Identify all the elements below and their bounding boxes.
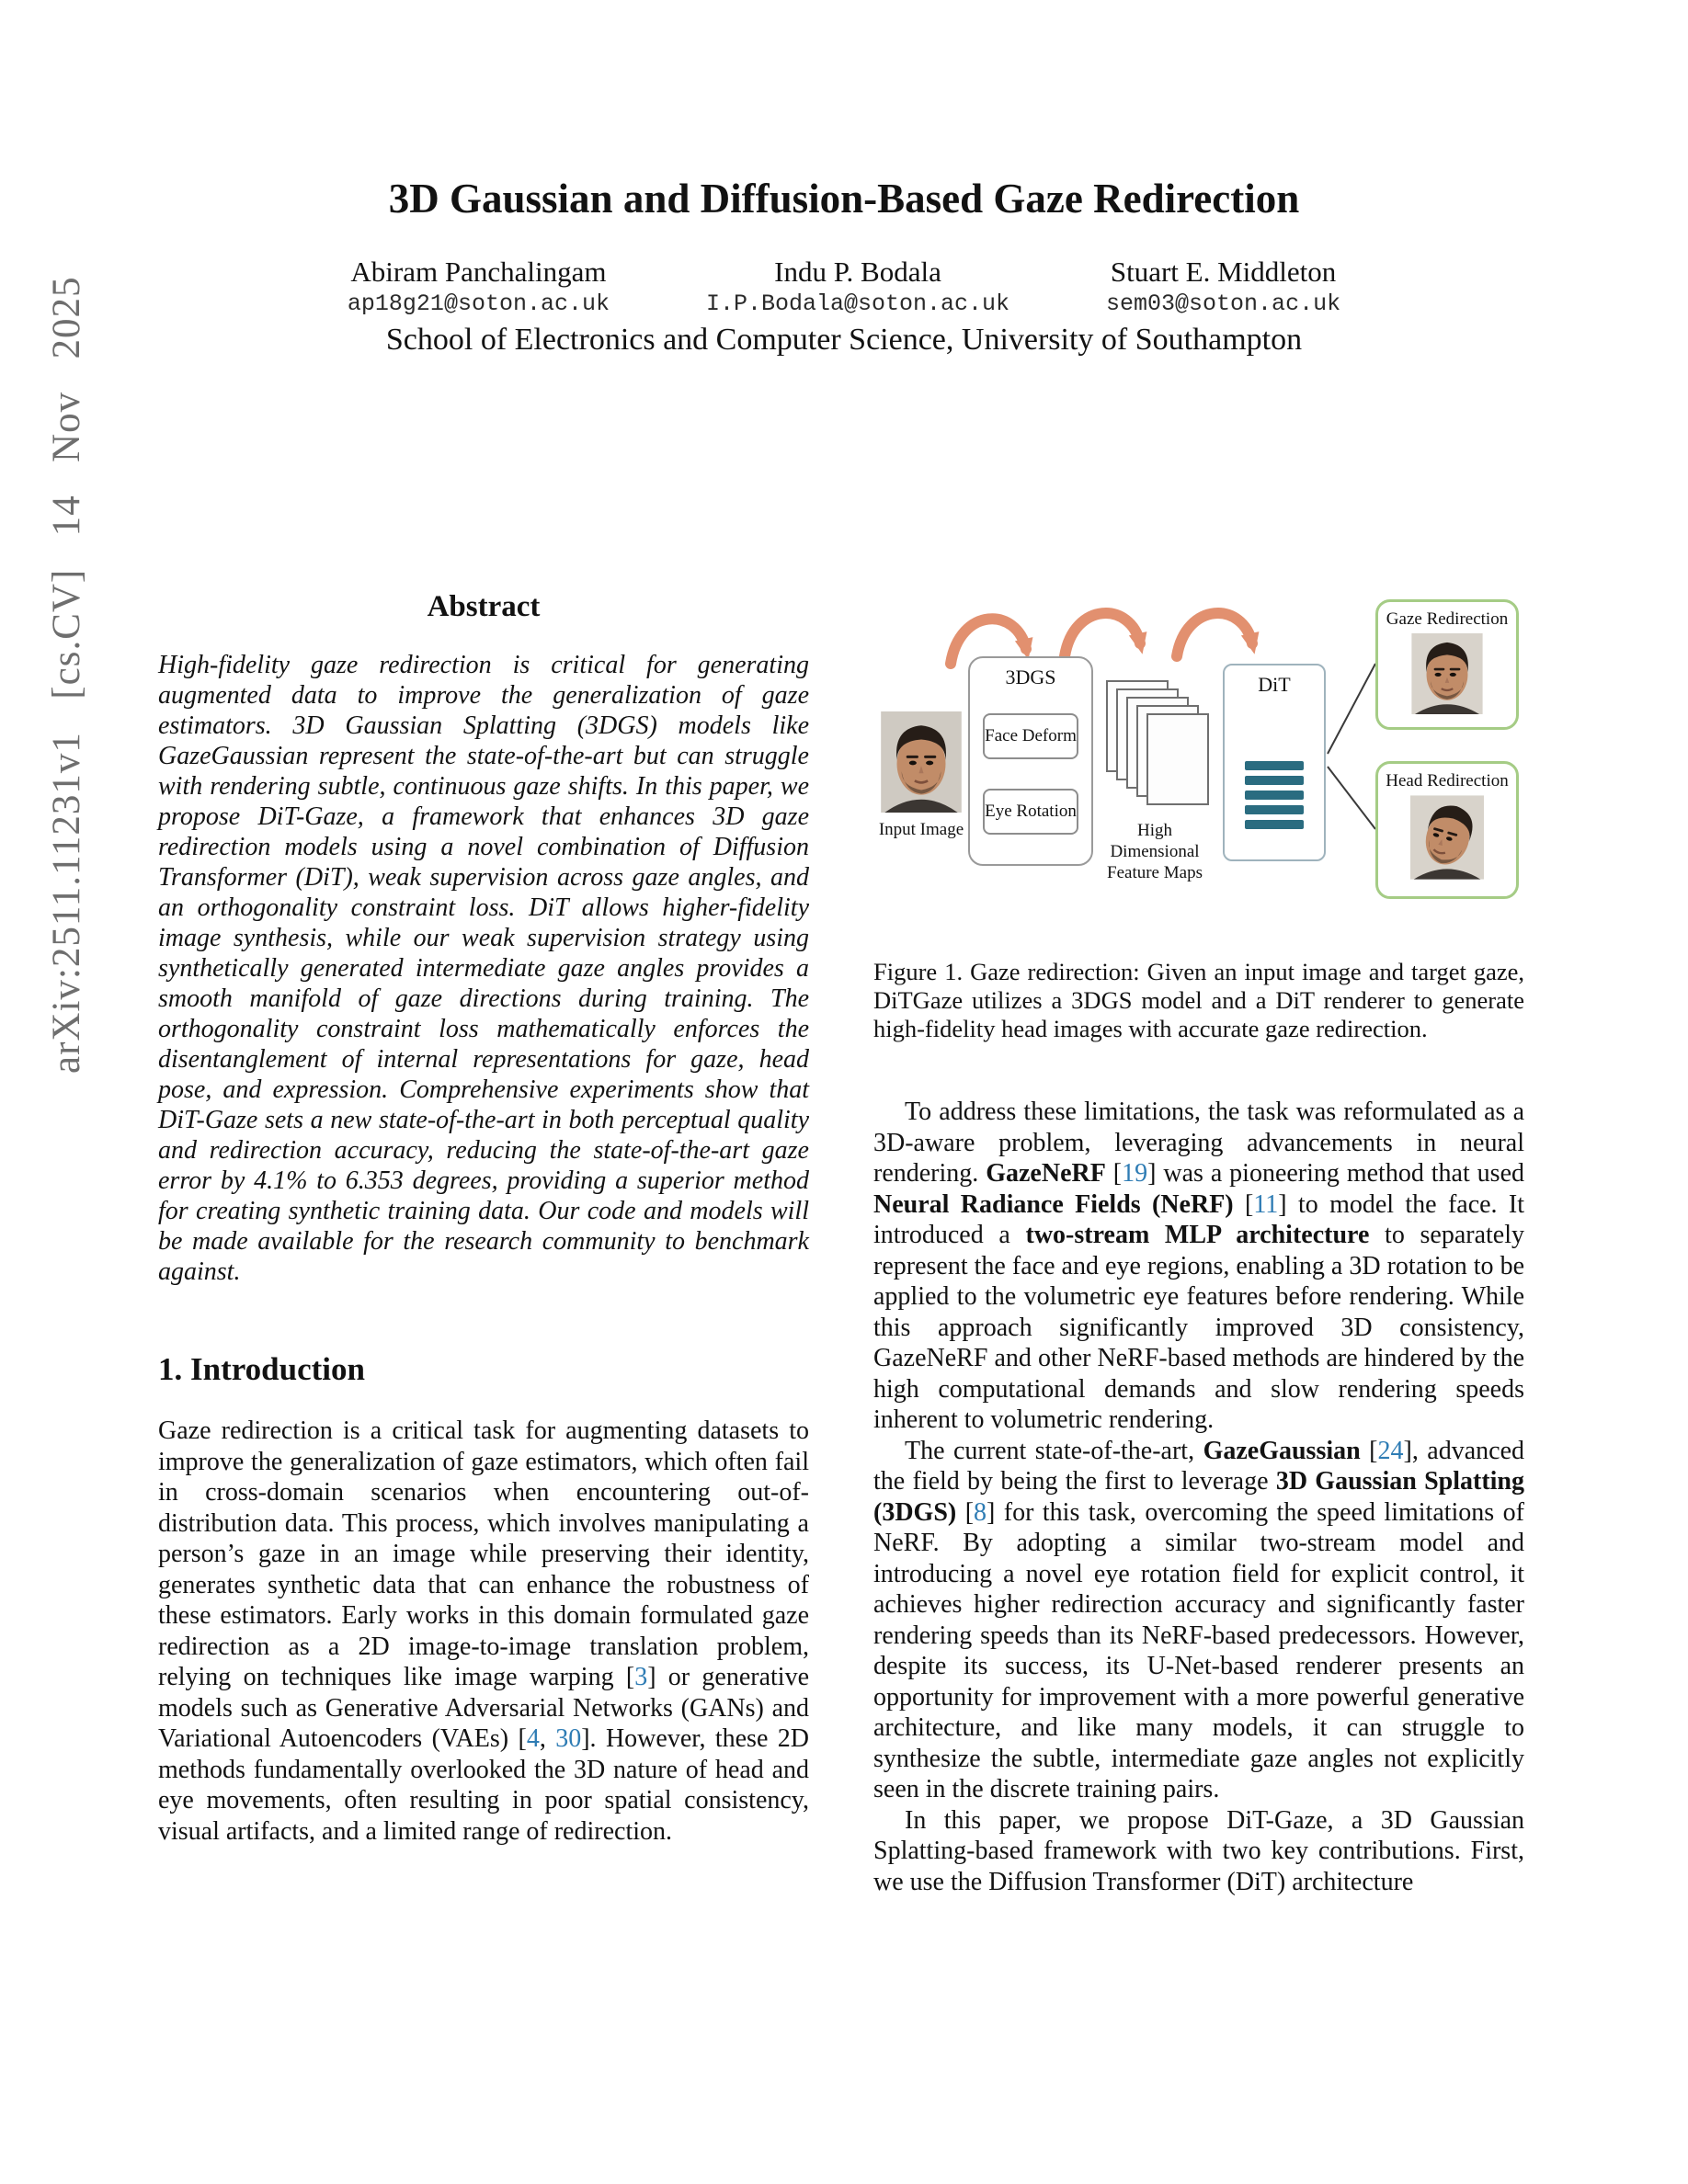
author-block — [0, 256, 1688, 318]
dit-bar — [1245, 791, 1304, 800]
paper-title: 3D Gaussian and Diffusion-Based Gaze Redirection — [388, 176, 1300, 222]
feature-maps-label: High Dimensional Feature Maps — [1107, 821, 1203, 882]
citation-link[interactable]: 8 — [974, 1497, 987, 1527]
face-deform-box: Face Deform — [983, 713, 1078, 759]
introduction-paragraph-1: Gaze redirection is a critical task for augmenting datasets to improve the generalization of gaze estimators, which often fail in cross-domain scenarios when encountering out-of-distribution data. This process, which involves manipulating a person’s gaze in an image while preserving their identity, generates synthetic data that can enhance the robustness of these estimators. Early works in this domain formulated gaze redirection as a 2D image-to-image translation problem, relying on techniques like image warping [3] or generative models such as Generative Adversarial Networks (GANs) and Variational Autoencoders (VAEs) [4, 30]. However, these 2D methods fundamentally overlooked the 3D nature of head and eye movements, often resulting in poor spatial consistency, visual artifacts, and a limited range of redirection. — [158, 1416, 810, 1846]
citation-link[interactable]: 24 — [1377, 1436, 1404, 1465]
body-paragraph-ditgaze: In this paper, we propose DiT-Gaze, a 3D Gaussian Splatting-based framework with two key contributions. First, we use the Diffusion Transformer (DiT) architecture — [873, 1805, 1524, 1896]
head-redirection-face-image — [1410, 795, 1484, 880]
dit-bar — [1245, 776, 1304, 785]
author-1-name: Abiram Panchalingam — [350, 256, 607, 288]
author-2-name: Indu P. Bodala — [774, 256, 941, 288]
citation-link[interactable]: 4 — [526, 1724, 540, 1753]
flow-arrow-2 — [1065, 613, 1140, 656]
author-1 — [348, 256, 610, 318]
feature-map-sheet — [1146, 713, 1209, 805]
gaze-redirection-face-image — [1410, 633, 1484, 714]
gaze-redirection-label: Gaze Redirection — [1386, 609, 1509, 629]
author-2-email: I.P.Bodala@soton.ac.uk — [705, 290, 1010, 317]
connector-line-top — [1328, 664, 1375, 754]
input-image-label: Input Image — [878, 820, 964, 839]
arxiv-watermark-text: arXiv:2511.11231v1 [cs.CV] 14 Nov 2025 — [45, 276, 88, 1074]
citation-link[interactable]: 11 — [1253, 1189, 1279, 1219]
left-column — [158, 590, 809, 1847]
dit-bar — [1245, 820, 1304, 829]
citation-link[interactable]: 30 — [555, 1724, 582, 1753]
abstract-text: High-fidelity gaze redirection is critical for generating augmented data to improve the generalization of gaze estimators. 3D Gaussian Splatting (3DGS) models like GazeGaussian represent the state-of-the-art but can struggle with rendering subtle, continuous gaze shifts. In this paper, we propose DiT-Gaze, a framework that enhances 3D gaze redirection models using a novel combination of Diffusion Transformer (DiT), weak supervision across gaze angles, and an orthogonality constraint loss. DiT allows higher-fidelity image synthesis, while our weak supervision strategy using synthetically generated intermediate gaze angles provides a smooth manifold of gaze directions during training. The orthogonality constraint loss mathematically enforces the disentanglement of internal representations for gaze, head pose, and expression. Comprehensive experiments show that DiT-Gaze sets a new state-of-the-art in both perceptual quality and redirection accuracy, reducing the state-of-the-art gaze error by 4.1% to 6.353 degrees, providing a superior method for creating synthetic training data. Our code and models will be made available for the research community to benchmark against. — [158, 651, 809, 1286]
citation-link[interactable]: 3 — [634, 1663, 648, 1691]
dit-bar — [1245, 761, 1304, 770]
author-2 — [706, 256, 1009, 318]
connector-line-bottom — [1328, 767, 1375, 829]
citation-link[interactable]: 19 — [1122, 1159, 1148, 1188]
author-3-email: sem03@soton.ac.uk — [1106, 290, 1341, 317]
3dgs-module-box — [968, 656, 1093, 866]
3dgs-label: 3DGS — [1005, 665, 1056, 688]
affiliation: School of Electronics and Computer Science, University of Southampton — [385, 323, 1303, 357]
flow-arrow-3 — [1177, 613, 1252, 656]
author-3-name: Stuart E. Middleton — [1110, 256, 1337, 288]
author-3 — [1106, 256, 1340, 318]
head-redirection-label: Head Redirection — [1386, 771, 1509, 791]
dit-module-box — [1223, 664, 1326, 861]
figure-1-caption: Figure 1. Gaze redirection: Given an input image and target gaze, DiTGaze utilizes a 3DGS model and a DiT renderer to generate high-fidelity head images with accurate gaze redirection. — [873, 958, 1524, 1042]
introduction-heading: 1. Introduction — [158, 1351, 365, 1387]
figure-1 — [873, 590, 1524, 941]
eye-rotation-box: Eye Rotation — [983, 789, 1078, 835]
head-redirection-output-box — [1375, 761, 1519, 899]
gaze-redirection-output-box — [1375, 599, 1519, 730]
dit-label: DiT — [1258, 673, 1291, 696]
body-paragraph-gazenerf: To address these limitations, the task was reformulated as a 3D-aware problem, leveraging advancements in neural rendering. GazeNeRF [19] was a pioneering method that used Neural Radiance Fields (NeRF) [11] to model the face. It introduced a two-stream MLP architecture to separately represent the face and eye regions, enabling a 3D rotation to be applied to the volumetric eye features before rendering. While this approach significantly improved 3D consistency, GazeNeRF and other NeRF-based methods are hindered by the high computational demands and slow rendering speeds inherent to volumetric rendering. — [873, 1098, 1524, 1434]
right-column — [873, 590, 1524, 1897]
author-1-email: ap18g21@soton.ac.uk — [347, 290, 610, 317]
abstract-heading: Abstract — [427, 590, 541, 623]
dit-layer-bars — [1245, 761, 1304, 829]
input-face-image — [881, 711, 962, 813]
dit-bar — [1245, 805, 1304, 814]
body-paragraph-gazegaussian: The current state-of-the-art, GazeGaussian [24], advanced the field by being the first to leverage 3D Gaussian Splatting (3DGS) [8] for this task, overcoming the speed limitations of NeRF. By adopting a similar two-stream model and introducing a novel eye rotation field for explicit control, it achieves higher redirection accuracy and significantly faster rendering speeds than its NeRF-based predecessors. However, despite its success, its U-Net-based renderer presents an opportunity for improvement with a more powerful generative architecture, and like many models, it can struggle to synthesize the subtle, intermediate gaze angles not explicitly seen in the discrete training pairs. — [873, 1436, 1524, 1803]
